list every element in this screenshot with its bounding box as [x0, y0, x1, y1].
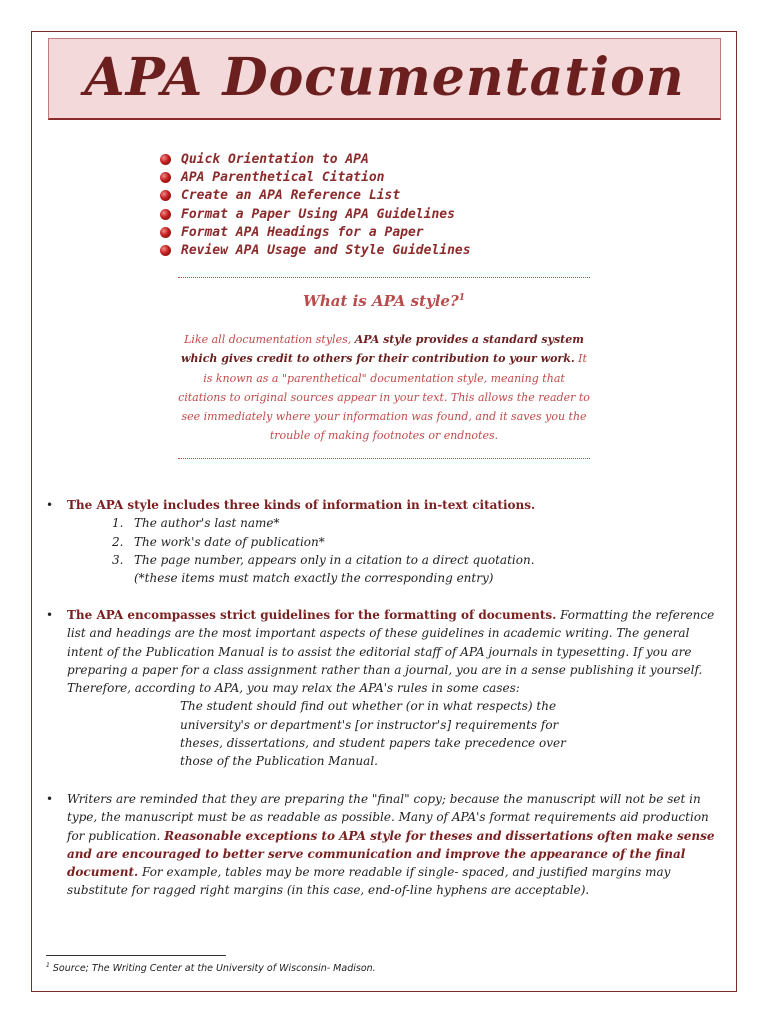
section-text-continued: For example, tables may be more readable if single- spaced, and justified margins may substitute for ragged right margins (in this case, end-of-line hyphens are acceptable). [67, 865, 671, 898]
topic-link-list [160, 150, 471, 260]
page-title: APA Documentation [84, 47, 685, 108]
whatis-heading-text: What is APA style? [302, 292, 459, 310]
bullet-dot: • [46, 792, 54, 806]
intro-text-continued: It is known as a "parenthetical" documentation style, meaning that citations to original sources appear in your text. This allows the reader to see immediately where your information was found, and it saves you the trouble of making footnotes or endnotes. [178, 352, 590, 443]
dotted-divider-bottom [178, 458, 590, 459]
bullet-dot: • [46, 498, 54, 512]
toc-link[interactable] [160, 187, 471, 205]
intro-bold-text: APA style provides a standard system which gives credit to others for their contribution to your work. [181, 333, 584, 366]
red-bullet-icon [160, 172, 171, 183]
toc-link-label[interactable]: Create an APA Reference List [181, 188, 401, 204]
list-item [112, 533, 726, 551]
whatis-paragraph [178, 330, 590, 446]
section-lead: The APA encompasses strict guidelines for the formatting of documents. [67, 608, 557, 622]
list-item-text: The page number, appears only in a citation to a direct quotation. [134, 552, 535, 567]
list-note [112, 569, 726, 587]
red-bullet-icon [160, 227, 171, 238]
whatis-heading [178, 292, 590, 310]
intro-text: Like all documentation styles, [184, 333, 355, 346]
citation-items-list [112, 514, 726, 587]
dotted-divider-top [178, 277, 590, 278]
red-bullet-icon [160, 154, 171, 165]
red-bullet-icon [160, 190, 171, 201]
list-item [112, 514, 726, 532]
title-banner [48, 38, 721, 120]
section-formatting-guidelines [46, 606, 726, 771]
block-quote: The student should find out whether (or in what respects) the university's or department's [or instructor's] requirements for theses, dissertations, and student papers take precedence over those of the Publication Manual. [180, 699, 566, 769]
list-number: 3. [112, 552, 124, 567]
list-item-text: The work's date of publication* [134, 534, 325, 549]
section-lead: The APA style includes three kinds of information in in-text citations. [67, 498, 536, 512]
footnote-text: Source; The Writing Center at the University of Wisconsin- Madison. [49, 963, 376, 975]
footnote-rule [46, 955, 226, 956]
toc-link[interactable] [160, 150, 471, 168]
section-final-copy [46, 790, 726, 900]
toc-link[interactable] [160, 168, 471, 186]
footnote [46, 962, 376, 974]
toc-link-label[interactable]: Format APA Headings for a Paper [181, 224, 424, 240]
section-text: Writers are reminded that they are preparing the "final" copy; because the manuscript will not be set in type, the manuscript must be as readable as possible. Many of APA's format requirements aid production for publication. [67, 792, 709, 843]
emphasis-text: Reasonable exceptions to APA style for theses and dissertations often make sense and are encouraged to better serve communication and improve the appearance of the final document. [67, 828, 715, 880]
list-number: 2. [112, 534, 124, 549]
toc-link[interactable] [160, 223, 471, 241]
toc-link[interactable] [160, 205, 471, 223]
bullet-dot: • [46, 608, 54, 622]
section-in-text-citations [46, 496, 726, 587]
footnote-ref: 1 [458, 293, 466, 303]
toc-link-label[interactable]: Quick Orientation to APA [181, 151, 369, 167]
list-item-text: The author's last name* [134, 516, 280, 531]
section-text: Formatting the reference list and headings are the most important aspects of these guidelines in academic writing. The general intent of the Publication Manual is to assist the editorial staff of APA journals in typesetting. If you are preparing a paper for a class assignment rather than a journal, you are in a sense publishing it yourself. Therefore, according to APA, you may relax the APA's rules in some cases: [67, 608, 715, 696]
list-number: 1. [112, 516, 124, 531]
toc-link-label[interactable]: Format a Paper Using APA Guidelines [181, 206, 455, 222]
red-bullet-icon [160, 209, 171, 220]
toc-link-label[interactable]: Review APA Usage and Style Guidelines [181, 243, 471, 259]
footnote-mark: 1 [46, 962, 50, 969]
toc-link-label[interactable]: APA Parenthetical Citation [181, 169, 385, 185]
red-bullet-icon [160, 245, 171, 256]
toc-link[interactable] [160, 241, 471, 259]
list-item [112, 551, 726, 569]
list-note-text: (*these items must match exactly the corresponding entry) [134, 571, 494, 586]
